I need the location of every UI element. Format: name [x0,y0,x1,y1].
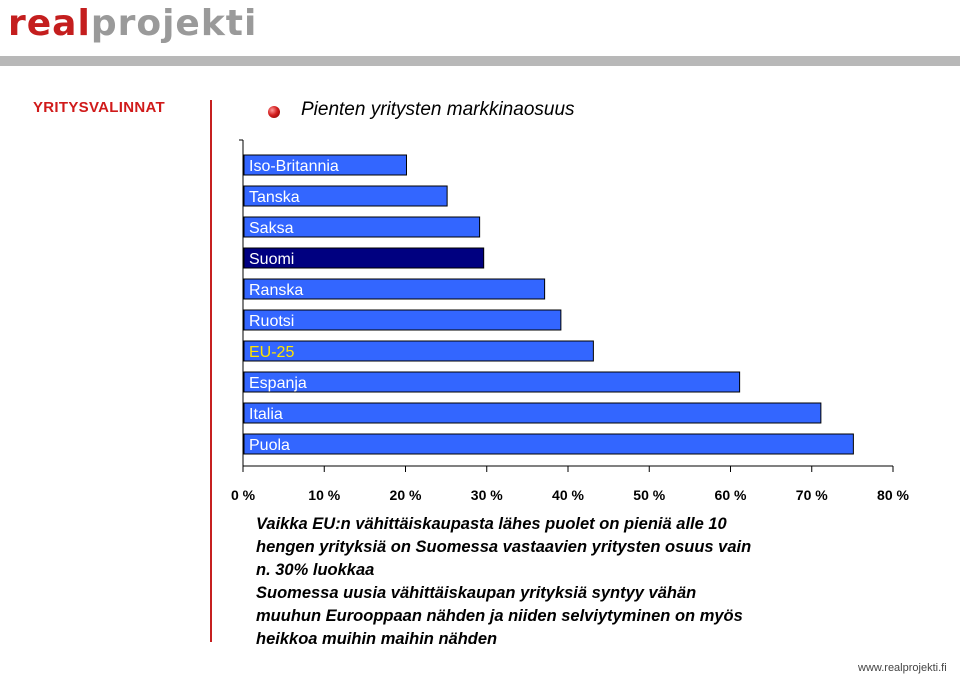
x-tick-label: 30 % [470,487,503,503]
x-tick-label: 0 % [230,487,256,503]
comment-line: Suomessa uusia vähittäiskaupan yrityksiä syntyy vähän [256,584,697,602]
comment-line: hengen yrityksiä on Suomessa vastaavien yritysten osuus vain [256,538,752,556]
x-tick-label: 80 % [877,487,909,503]
logo-text-real: real [8,3,91,44]
category-label: EU-25 [249,344,295,361]
category-label: Iso-Britannia [249,158,339,175]
comment-text [256,513,856,651]
bar-italia [244,403,821,423]
x-tick-label: 60 % [714,487,747,503]
category-label: Puola [249,437,290,454]
category-label: Espanja [249,375,307,392]
category-label: Ruotsi [249,313,295,330]
footer-url: www.realprojekti.fi [858,662,947,674]
logo-text-projekti: projekti [90,3,258,44]
slide-title: Pienten yritysten markkinaosuus [301,99,575,120]
x-tick-label: 10 % [308,487,341,503]
bar-eu-25 [244,341,593,361]
category-label: Saksa [249,220,294,237]
comment-line: n. 30% luokkaa [256,561,375,579]
comment-line: muuhun Eurooppaan nähden ja niiden selviytyminen on myös [256,607,743,625]
comment-line: heikkoa muihin maihin nähden [256,630,498,648]
category-label: Tanska [249,189,300,206]
category-label: Ranska [249,282,304,299]
bar-puola [244,434,853,454]
category-label: Suomi [249,251,295,268]
category-label: Italia [249,406,283,423]
x-tick-label: 40 % [552,487,584,503]
x-tick-label: 50 % [633,487,666,503]
x-tick-label: 70 % [795,487,828,503]
bar-espanja [244,372,740,392]
comment-line: Vaikka EU:n vähittäiskaupasta lähes puolet on pieniä alle 10 [256,515,727,533]
section-label: YRITYSVALINNAT [33,99,165,116]
x-tick-label: 20 % [389,487,422,503]
